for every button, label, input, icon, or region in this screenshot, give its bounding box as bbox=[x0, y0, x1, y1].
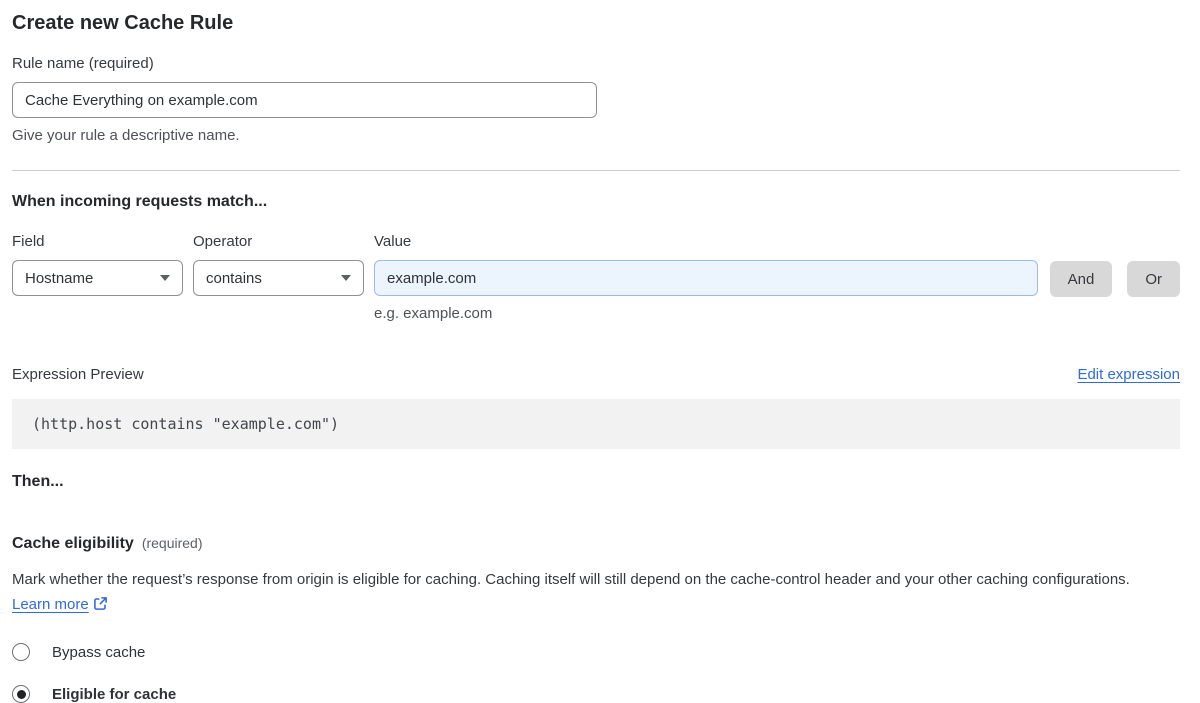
match-section bbox=[12, 193, 1180, 322]
expression-section bbox=[12, 366, 1180, 449]
cache-option-label: Eligible for cache bbox=[52, 685, 177, 703]
and-column bbox=[1050, 233, 1113, 297]
operator-select[interactable] bbox=[193, 260, 364, 296]
then-heading: Then... bbox=[12, 473, 64, 490]
or-column bbox=[1127, 233, 1180, 297]
section-divider bbox=[12, 170, 1180, 171]
chevron-down-icon bbox=[160, 275, 170, 281]
cache-option-0[interactable] bbox=[12, 643, 145, 661]
spacer bbox=[1050, 233, 1113, 261]
radio-selected-icon bbox=[12, 685, 30, 703]
value-label: Value bbox=[374, 233, 412, 250]
cache-eligibility-heading: Cache eligibility bbox=[12, 535, 134, 552]
operator-label: Operator bbox=[193, 233, 253, 250]
chevron-down-icon bbox=[341, 275, 351, 281]
required-note: (required) bbox=[141, 535, 203, 551]
value-input[interactable] bbox=[374, 260, 1038, 296]
cache-option-1[interactable] bbox=[12, 685, 176, 703]
field-select[interactable] bbox=[12, 260, 183, 296]
expression-code: (http.host contains "example.com") bbox=[12, 399, 1180, 449]
operator-select-value: contains bbox=[206, 269, 262, 287]
and-button[interactable]: And bbox=[1050, 261, 1113, 297]
expression-preview-label: Expression Preview bbox=[12, 366, 144, 383]
rule-name-help: Give your rule a descriptive name. bbox=[12, 127, 240, 144]
operator-column bbox=[193, 233, 364, 296]
cache-option-label: Bypass cache bbox=[52, 643, 146, 661]
expression-header bbox=[12, 366, 1180, 383]
cache-eligibility-header bbox=[12, 535, 1180, 553]
value-column bbox=[374, 233, 1038, 322]
field-select-value: Hostname bbox=[25, 269, 94, 287]
rule-name-label: Rule name (required) bbox=[12, 55, 154, 72]
field-column bbox=[12, 233, 183, 296]
external-link-icon bbox=[93, 594, 108, 619]
match-condition-row bbox=[12, 233, 1180, 322]
spacer bbox=[1127, 233, 1180, 261]
cache-eligibility-section bbox=[12, 535, 1180, 703]
field-label: Field bbox=[12, 233, 45, 250]
radio-unselected-icon bbox=[12, 643, 30, 661]
rule-name-section bbox=[12, 55, 1180, 144]
edit-expression-link[interactable]: Edit expression bbox=[1077, 366, 1180, 383]
or-button[interactable]: Or bbox=[1127, 261, 1180, 297]
match-heading: When incoming requests match... bbox=[12, 193, 268, 210]
page-title: Create new Cache Rule bbox=[12, 12, 234, 34]
description-text: Mark whether the request’s response from origin is eligible for caching. Caching itself will still depend on the cache-control header and your other caching configurations. bbox=[12, 571, 1130, 588]
learn-more-link[interactable]: Learn more bbox=[12, 596, 89, 613]
rule-name-input[interactable] bbox=[12, 82, 597, 118]
value-help: e.g. example.com bbox=[374, 305, 493, 322]
cache-eligibility-description bbox=[12, 567, 1172, 619]
